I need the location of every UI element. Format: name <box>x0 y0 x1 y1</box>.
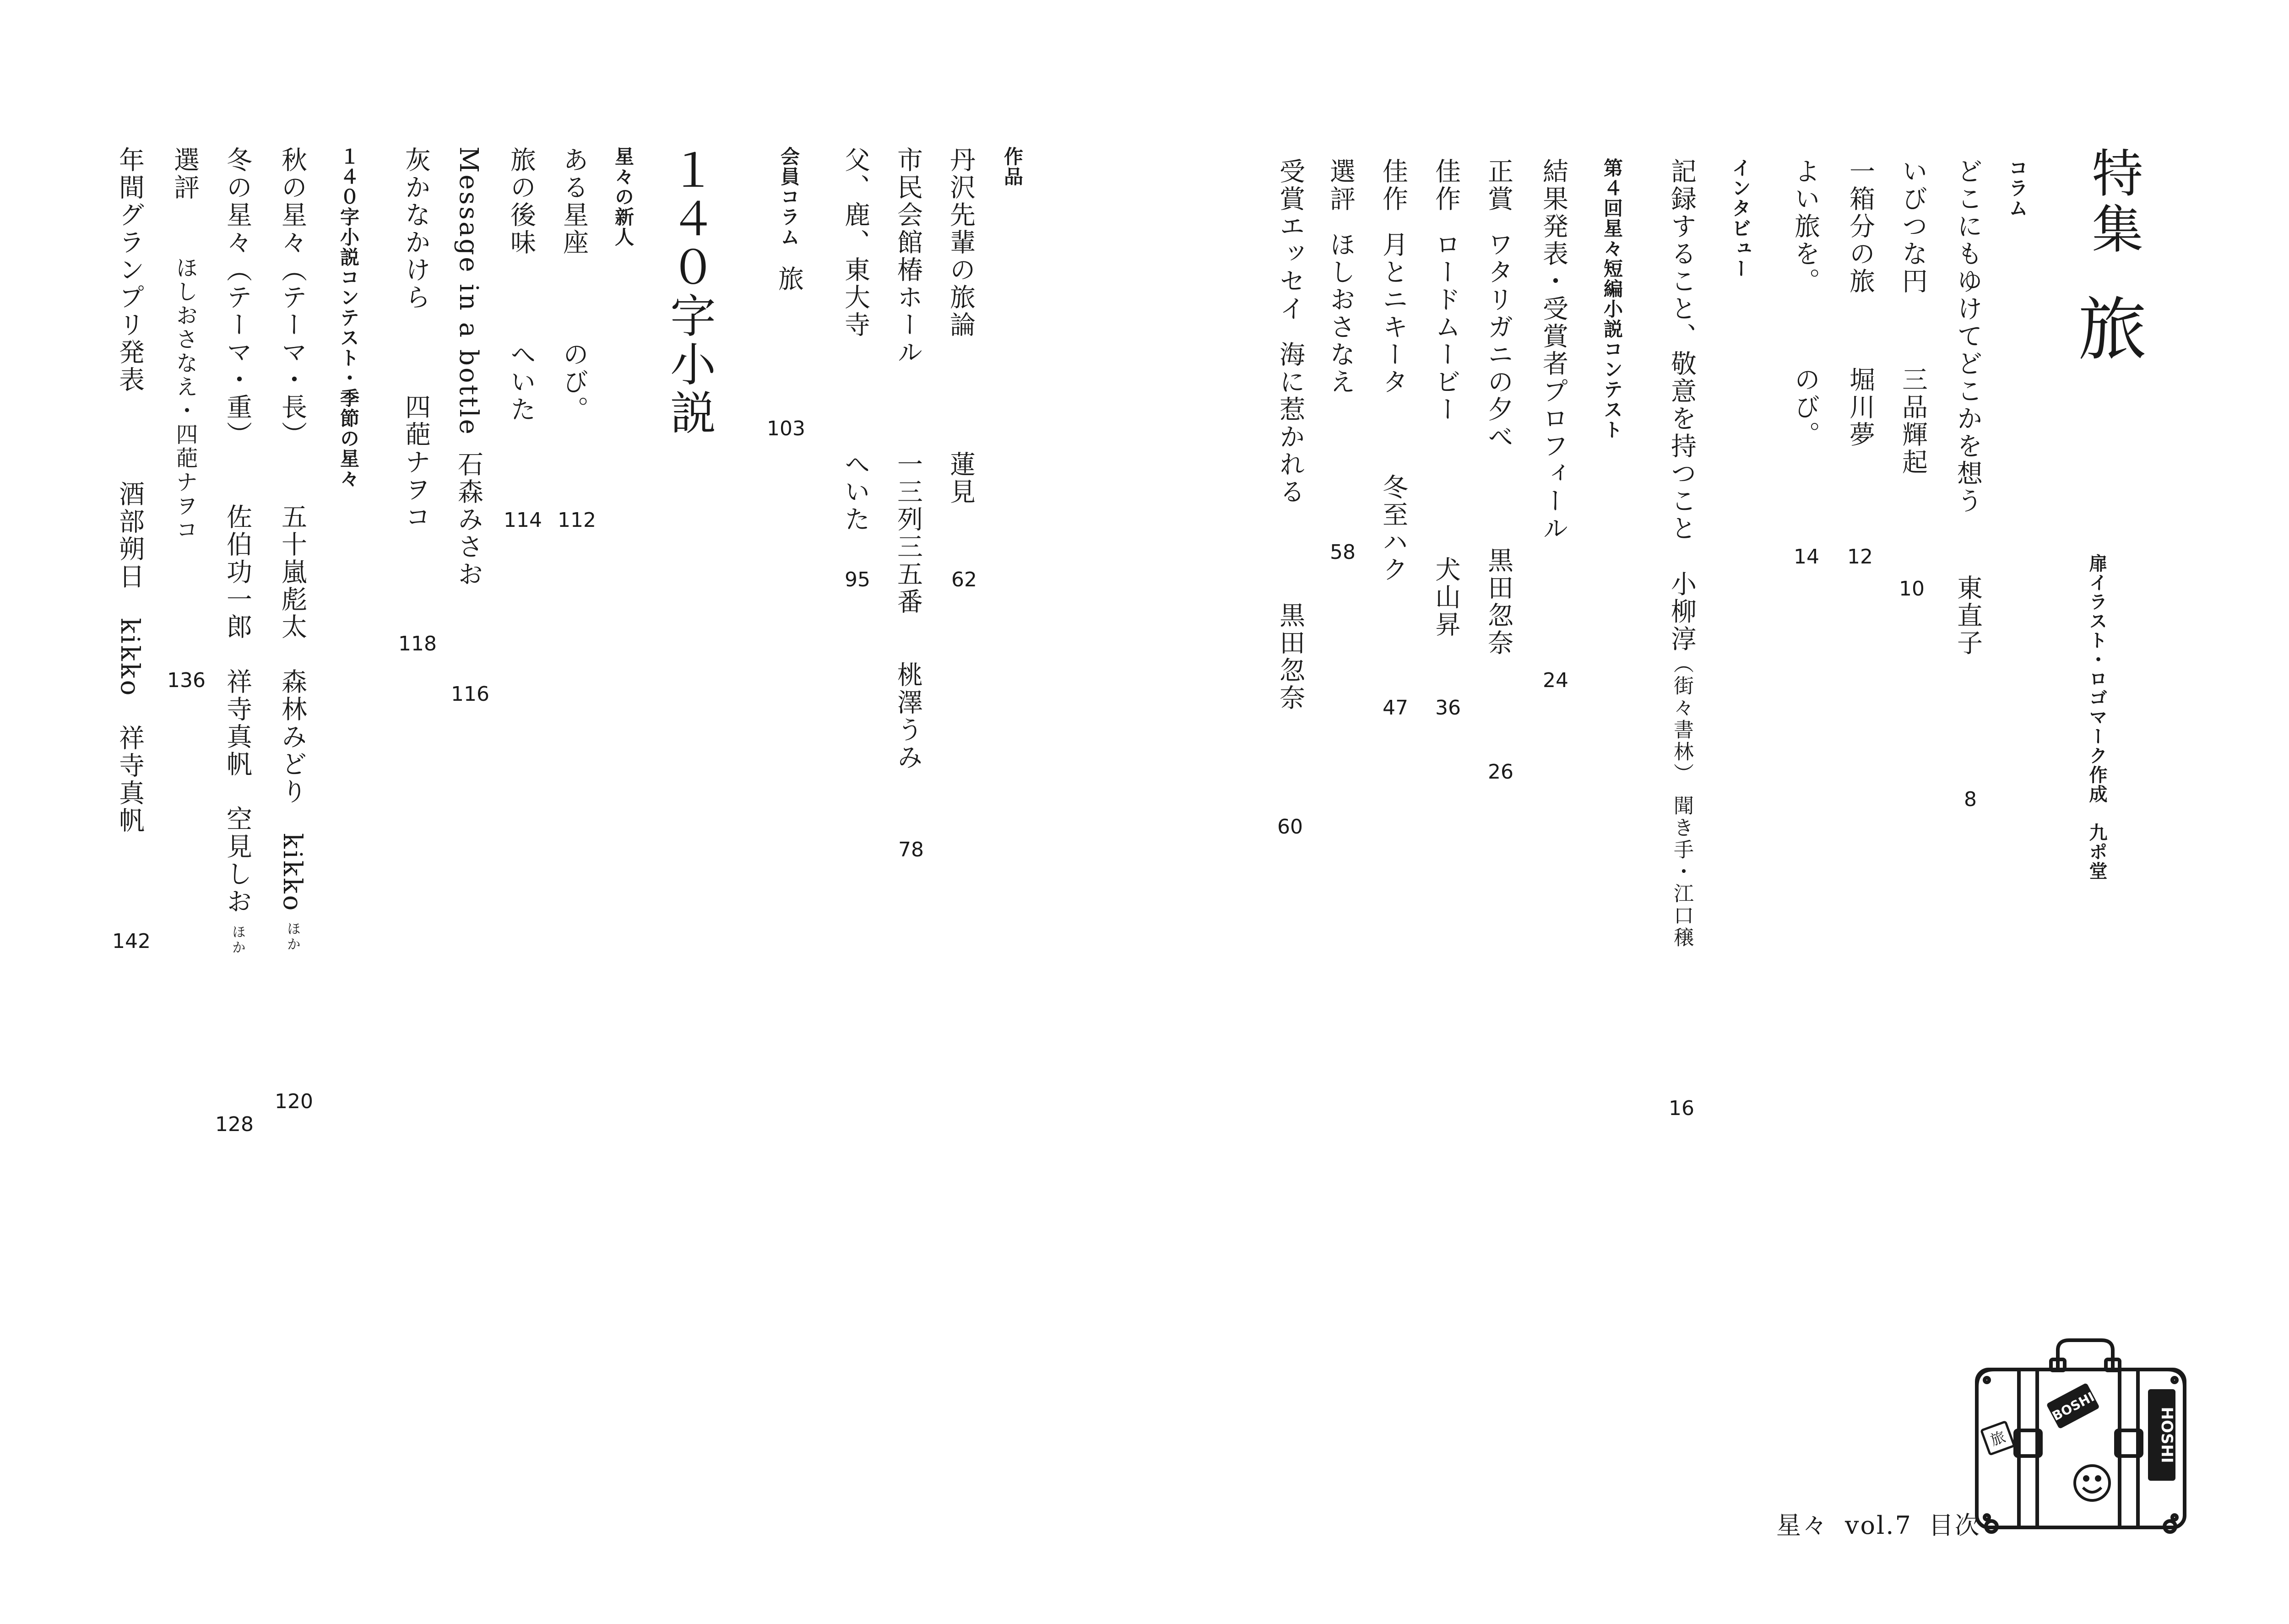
column-item-4-title[interactable]: よい旅を。 <box>1790 158 1820 295</box>
interview-interviewer: 聞き手・江口穣 <box>1670 795 1693 949</box>
contest140-item-1-authors <box>279 503 305 953</box>
newcomer-heading: 星々の新人 <box>612 146 635 247</box>
works-item-1-page: 62 <box>951 568 977 591</box>
contest-item-2-page: 36 <box>1435 696 1461 720</box>
works-heading: 作品 <box>1001 146 1024 187</box>
newcomer-item-4-author: 四葩ナヲコ <box>401 394 431 531</box>
contest-results-page: 24 <box>1543 669 1568 692</box>
works-item-2-title[interactable]: 市民会館椿ホール <box>893 146 923 366</box>
newcomer-item-2-author: へいた <box>506 341 536 423</box>
contest-essay-title: 海に惹かれる <box>1275 341 1305 506</box>
member-column-page: 103 <box>767 417 805 440</box>
contest-essay-author: 黒田忽奈 <box>1275 602 1305 712</box>
column-item-1-page: 8 <box>1964 788 1977 811</box>
column-item-3-page: 12 <box>1847 545 1873 568</box>
contest140-item-4-authors: 酒部朔日 kikko 祥寺真帆 <box>115 481 145 835</box>
footer-label: 目次 <box>1928 1511 1981 1540</box>
newcomer-item-3-author: 石森みさお <box>454 451 483 588</box>
works-item-3-title[interactable]: 父、鹿、東大寺 <box>841 146 870 339</box>
contest-item-4-award: 選評 <box>1326 158 1356 213</box>
member-column-title: 旅 <box>774 265 804 293</box>
contest-item-1-award: 正賞 <box>1484 158 1513 213</box>
contest140-item-2-page: 128 <box>215 1113 254 1136</box>
column-item-3-author: 堀川夢 <box>1845 366 1875 449</box>
works-item-2b-author: 桃澤うみ <box>893 661 923 771</box>
interview-title[interactable] <box>1667 158 1697 949</box>
contest-item-2-author: 犬山昇 <box>1431 556 1461 639</box>
newcomer-item-4-page: 118 <box>398 632 437 655</box>
contest140-item-1-title[interactable]: 秋の星々（テーマ・長） <box>277 146 307 449</box>
contest-essay[interactable] <box>1277 158 1303 506</box>
interview-title-text: 記録すること、敬意を持つこと <box>1667 158 1697 542</box>
smiley-sticker <box>2075 1466 2110 1500</box>
contest-item-1[interactable] <box>1486 158 1511 451</box>
contest140-item-4-page: 142 <box>112 930 151 953</box>
contest-item-4[interactable] <box>1326 158 1356 396</box>
contest-item-2[interactable] <box>1433 158 1459 423</box>
page-footer <box>1776 1506 1997 1541</box>
column-item-2-author: 三品輝起 <box>1898 366 1928 476</box>
footer-magazine: 星々 <box>1776 1511 1828 1540</box>
works-item-1-author: 蓮見 <box>946 451 976 506</box>
works-item-1-title[interactable]: 丹沢先輩の旅論 <box>946 146 976 339</box>
column-item-2-page: 10 <box>1899 577 1925 601</box>
interview-heading: インタビュー <box>1729 158 1752 279</box>
contest-essay-label: 受賞エッセイ <box>1275 158 1305 323</box>
contest-item-2-title: ロードムービー <box>1431 231 1461 423</box>
contest140-item-2-authors <box>224 503 250 956</box>
contest140-item-3-authors: ほしおさなえ・四葩ナヲコ <box>172 256 198 542</box>
member-column[interactable] <box>776 146 802 293</box>
newcomer-item-1-author: のび。 <box>559 341 589 423</box>
interview-guest: 小柳淳 <box>1667 570 1697 653</box>
tabi-sticker <box>1981 1422 2014 1455</box>
works-item-3-page: 95 <box>845 568 870 591</box>
works-item-2-page: 78 <box>898 838 924 861</box>
interview-page: 16 <box>1669 1097 1694 1120</box>
short140-title: １４０字小説 <box>662 146 716 438</box>
column-item-1-title[interactable]: どこにもゆけてどこかを想う <box>1953 158 1983 515</box>
contest140-item-2-names: 佐伯功一郎 祥寺真帆 空見しお <box>222 503 252 915</box>
works-item-3-author: へいた <box>841 451 870 533</box>
svg-text:BOSHI: BOSHI <box>2050 1389 2097 1424</box>
contest-results-title[interactable]: 結果発表・受賞者プロフィール <box>1539 158 1568 542</box>
works-item-2-author: 一三列三五番 <box>893 451 923 616</box>
contest-item-1-author: 黒田忽奈 <box>1484 547 1513 657</box>
contest-item-3-title: 月とニキータ <box>1378 231 1408 396</box>
newcomer-item-3-title[interactable]: Message in a bottle <box>454 146 483 436</box>
hoshi-sticker <box>2148 1389 2176 1481</box>
svg-text:旅: 旅 <box>1988 1428 2008 1450</box>
contest140-item-1-names: 五十嵐彪太 森林みどり kikko <box>277 503 307 913</box>
svg-text:HOSHI: HOSHI <box>2158 1407 2176 1463</box>
column-item-2-title[interactable]: いびつな円 <box>1898 158 1928 295</box>
column-heading: コラム <box>2006 158 2029 218</box>
suitcase-logo-icon <box>1969 1332 2193 1538</box>
contest-essay-page: 60 <box>1277 815 1303 839</box>
contest140-item-3-page: 136 <box>167 669 206 692</box>
contest-item-3[interactable] <box>1380 158 1406 396</box>
column-item-1-author: 東直子 <box>1953 574 1983 657</box>
newcomer-item-2-page: 114 <box>504 509 542 532</box>
contest-item-2-award: 佳作 <box>1431 158 1461 213</box>
contest140-item-2-suffix: ほか <box>229 925 245 956</box>
contest140-item-3-title[interactable]: 選評 <box>170 146 200 201</box>
member-column-heading: 会員コラム <box>778 146 800 247</box>
contest-item-3-award: 佳作 <box>1378 158 1408 213</box>
contest140-item-2-title[interactable]: 冬の星々（テーマ・重） <box>222 146 252 449</box>
contest-item-1-page: 26 <box>1488 760 1513 784</box>
contest140-item-1-suffix: ほか <box>284 921 300 953</box>
column-item-4-page: 14 <box>1794 545 1819 568</box>
contest-item-3-page: 47 <box>1383 696 1408 720</box>
contest-item-1-title: ワタリガニの夕べ <box>1484 231 1513 451</box>
contest-heading: 第４回星々短編小説コンテスト <box>1601 158 1623 440</box>
boshi-sticker <box>2046 1383 2099 1429</box>
contest-item-4-page: 58 <box>1330 541 1356 564</box>
feature-label: 特集 <box>2083 146 2143 258</box>
footer-volume: vol.7 <box>1845 1511 1912 1540</box>
newcomer-item-3-page: 116 <box>451 682 489 706</box>
illustration-credit: 扉イラスト・ロゴマーク作成 九ポ堂 <box>2086 554 2107 881</box>
contest140-item-1-page: 120 <box>275 1090 313 1113</box>
newcomer-item-2-title[interactable]: 旅の後味 <box>506 146 536 256</box>
column-item-3-title[interactable]: 一箱分の旅 <box>1845 158 1875 295</box>
contest140-item-4-title[interactable]: 年間グランプリ発表 <box>115 146 145 394</box>
contest140-heading: １４０字小説コンテスト・季節の星々 <box>337 146 360 489</box>
column-item-4-author: のび。 <box>1790 366 1820 449</box>
feature-title: 旅 <box>2066 293 2146 363</box>
newcomer-item-1-title[interactable]: ある星座 <box>559 146 589 256</box>
contest-item-4-author: ほしおさなえ <box>1326 231 1356 396</box>
contest-item-3-author: 冬至ハク <box>1378 474 1408 584</box>
newcomer-item-1-page: 112 <box>558 509 596 532</box>
newcomer-item-4-title[interactable]: 灰かなかけら <box>401 146 431 311</box>
interview-affiliation: （街々書林） <box>1670 653 1693 785</box>
